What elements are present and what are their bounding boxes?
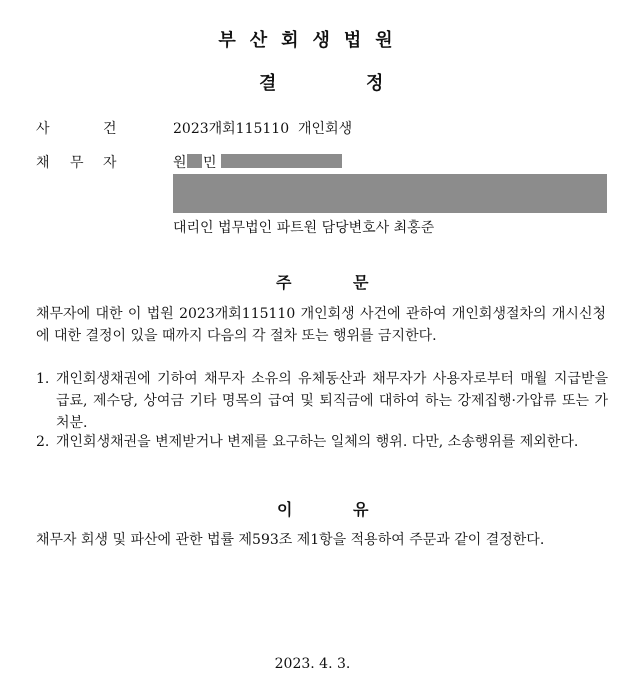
court-name: 부산회생법원: [218, 30, 407, 51]
redaction-address: [173, 174, 607, 213]
case-label-2: 건: [103, 121, 117, 137]
decision-title-left: 결: [259, 73, 277, 94]
debtor-label-1: 채: [36, 155, 50, 171]
order-item-2-text: 개인회생채권을 변제받거나 변제를 요구하는 일체의 행위. 다만, 소송행위를 제외한다.: [56, 434, 579, 450]
order-intro: 채무자에 대한 이 법원 2023개회115110 개인회생 사건에 관하여 개인회생절차의 개시신청에 대한 결정이 있을 때까지 다음의 각 절차 또는 행위를 금지한다.: [36, 306, 606, 344]
reason-heading-left: 이: [277, 500, 293, 519]
case-label-1: 사: [36, 121, 50, 137]
order-heading-right: 문: [353, 273, 369, 292]
order-heading-left: 주: [276, 273, 292, 292]
redaction-name-middle: [187, 154, 202, 168]
case-number: 2023개회115110 개인회생: [173, 121, 353, 137]
order-item-1: [36, 368, 608, 434]
order-item-2: [36, 431, 608, 453]
debtor-label-3: 자: [103, 155, 117, 171]
debtor-label-2: 무: [70, 155, 84, 171]
debtor-agent: 대리인 법무법인 파트원 담당변호사 최홍준: [173, 220, 435, 236]
redaction-id: [221, 154, 342, 168]
debtor-name-first: 원: [173, 155, 187, 171]
decision-title-right: 정: [366, 73, 384, 94]
reason-heading-right: 유: [353, 500, 369, 519]
decision-date: 2023. 4. 3.: [274, 656, 351, 672]
order-item-1-number: 1.: [36, 371, 50, 387]
order-item-1-text: 개인회생채권에 기하여 채무자 소유의 유체동산과 채무자가 사용자로부터 매월 지급받을 급료, 제수당, 상여금 기타 명목의 급여 및 퇴직금에 대하여 하는 강제집행·가압류 또는 가처분.: [56, 371, 608, 431]
reason-text: 채무자 회생 및 파산에 관한 법률 제593조 제1항을 적용하여 주문과 같이 결정한다.: [36, 532, 545, 548]
debtor-name-last: 민: [203, 155, 217, 171]
order-item-2-number: 2.: [36, 434, 50, 450]
